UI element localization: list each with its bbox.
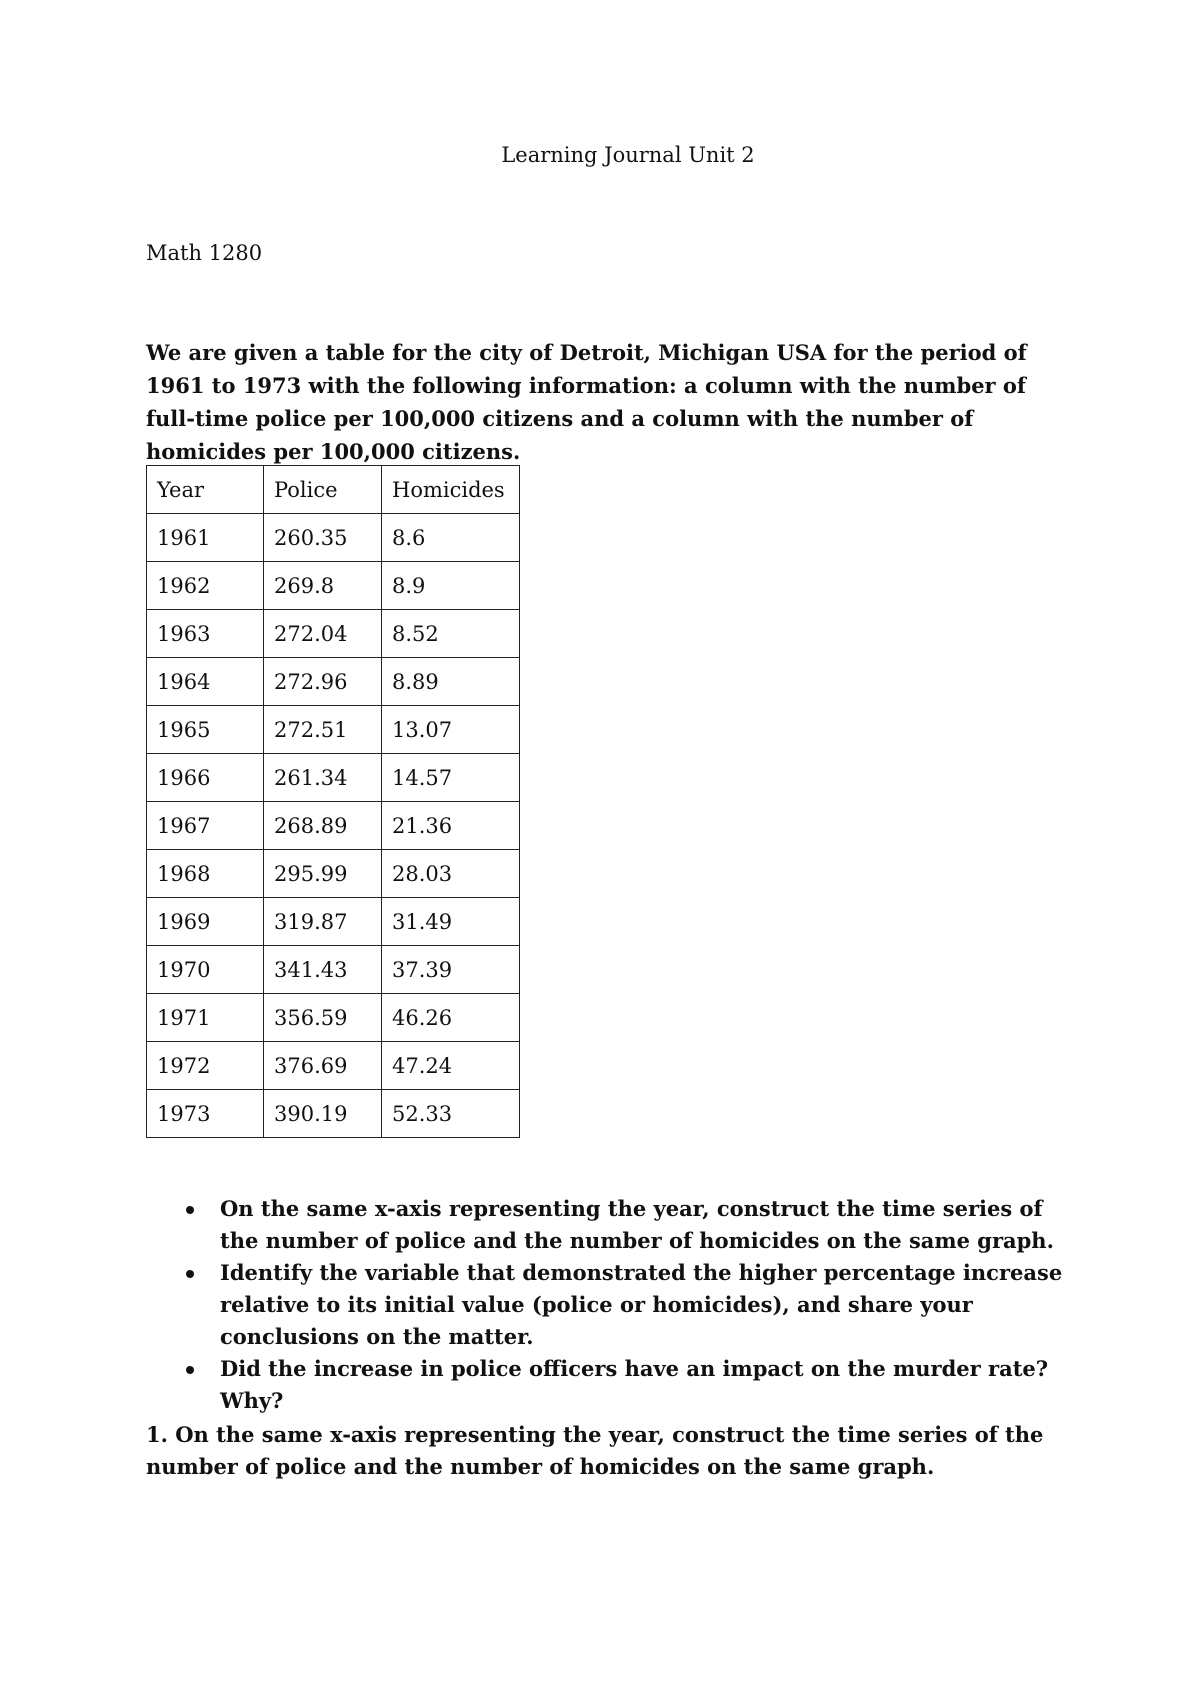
course-label: Math 1280 (146, 241, 263, 265)
cell-year: 1963 (147, 610, 264, 658)
cell-homicides: 8.89 (382, 658, 520, 706)
cell-police: 319.87 (264, 898, 382, 946)
cell-year: 1972 (147, 1042, 264, 1090)
cell-homicides: 47.24 (382, 1042, 520, 1090)
cell-police: 356.59 (264, 994, 382, 1042)
cell-year: 1962 (147, 562, 264, 610)
table-row (147, 802, 520, 850)
cell-year: 1969 (147, 898, 264, 946)
table-row (147, 850, 520, 898)
cell-year: 1965 (147, 706, 264, 754)
table-row (147, 1042, 520, 1090)
cell-police: 376.69 (264, 1042, 382, 1090)
cell-homicides: 8.9 (382, 562, 520, 610)
task-list (182, 1193, 1082, 1417)
question-1: 1. On the same x-axis representing the year, construct the time series of the number of police and the number of homicides on the same graph. (146, 1422, 1044, 1479)
list-item-text: Identify the variable that demonstrated the higher percentage increase relative to its initial value (police or homicides), and share your conclusions on the matter. (220, 1260, 1063, 1349)
cell-year: 1967 (147, 802, 264, 850)
list-item-text: Did the increase in police officers have an impact on the murder rate? Why? (220, 1356, 1049, 1413)
cell-homicides: 21.36 (382, 802, 520, 850)
header-homicides: Homicides (382, 466, 520, 514)
cell-homicides: 14.57 (382, 754, 520, 802)
cell-police: 268.89 (264, 802, 382, 850)
cell-police: 260.35 (264, 514, 382, 562)
police-homicides-table (146, 465, 520, 1138)
document-title: Learning Journal Unit 2 (501, 143, 755, 167)
cell-homicides: 8.52 (382, 610, 520, 658)
cell-year: 1968 (147, 850, 264, 898)
cell-police: 272.04 (264, 610, 382, 658)
header-police: Police (264, 466, 382, 514)
intro-paragraph: We are given a table for the city of Detroit, Michigan USA for the period of 1961 to 1973 with the following information: a column with the number of full-time police per 100,000 citizens and a column with the number of homicides per 100,000 citizens. (146, 340, 1027, 464)
cell-homicides: 13.07 (382, 706, 520, 754)
cell-homicides: 31.49 (382, 898, 520, 946)
cell-year: 1971 (147, 994, 264, 1042)
cell-homicides: 46.26 (382, 994, 520, 1042)
table-body (147, 514, 520, 1138)
cell-police: 261.34 (264, 754, 382, 802)
table-row (147, 754, 520, 802)
table-row (147, 946, 520, 994)
cell-police: 272.96 (264, 658, 382, 706)
cell-year: 1961 (147, 514, 264, 562)
table-row (147, 514, 520, 562)
cell-homicides: 52.33 (382, 1090, 520, 1138)
cell-year: 1973 (147, 1090, 264, 1138)
table-row (147, 610, 520, 658)
bullet-icon (186, 1270, 194, 1278)
list-item (182, 1257, 1082, 1353)
cell-police: 269.8 (264, 562, 382, 610)
cell-year: 1970 (147, 946, 264, 994)
list-item (182, 1193, 1082, 1257)
table-row (147, 562, 520, 610)
table-row (147, 1090, 520, 1138)
bullet-icon (186, 1366, 194, 1374)
cell-year: 1964 (147, 658, 264, 706)
table-header-row (147, 466, 520, 514)
cell-homicides: 28.03 (382, 850, 520, 898)
table-row (147, 706, 520, 754)
cell-police: 272.51 (264, 706, 382, 754)
cell-homicides: 8.6 (382, 514, 520, 562)
cell-year: 1966 (147, 754, 264, 802)
list-item-text: On the same x-axis representing the year, construct the time series of the number of police and the number of homicides on the same graph. (220, 1196, 1054, 1253)
cell-homicides: 37.39 (382, 946, 520, 994)
bullet-icon (186, 1206, 194, 1214)
table-row (147, 898, 520, 946)
cell-police: 341.43 (264, 946, 382, 994)
table-row (147, 994, 520, 1042)
table-row (147, 658, 520, 706)
header-year: Year (147, 466, 264, 514)
list-item (182, 1353, 1082, 1417)
cell-police: 295.99 (264, 850, 382, 898)
cell-police: 390.19 (264, 1090, 382, 1138)
